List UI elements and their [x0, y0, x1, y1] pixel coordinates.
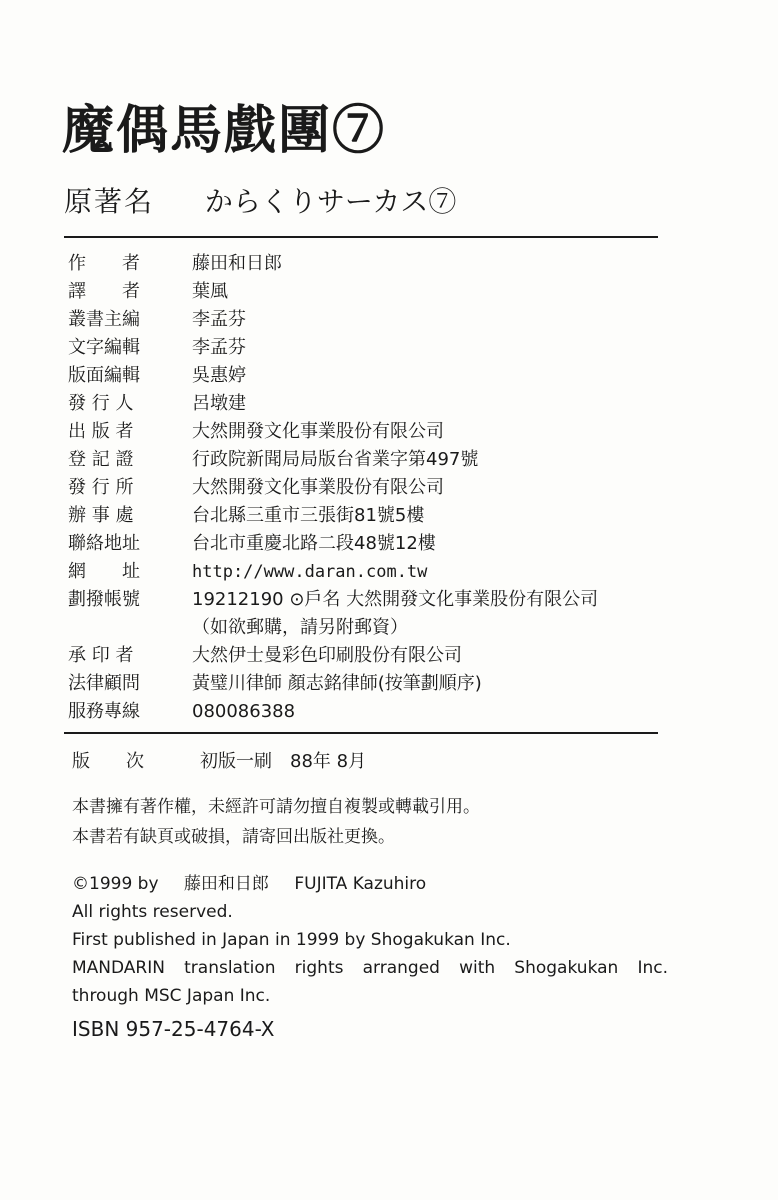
credit-row [68, 670, 708, 698]
credit-row [68, 698, 708, 726]
credit-key: 劃撥帳號 [68, 589, 140, 610]
credit-row [68, 558, 708, 586]
credit-row [68, 474, 708, 502]
credit-key: 發 行 所 [68, 477, 134, 498]
book-title: 魔偶馬戲團⑦ [62, 100, 387, 161]
credit-key: 版面編輯 [68, 365, 140, 386]
original-title [64, 182, 456, 222]
credit-key: 服務專線 [68, 701, 140, 722]
credit-key: 法律顧問 [68, 673, 140, 694]
rights-line: All rights reserved. [72, 902, 233, 922]
credit-key: 文字編輯 [68, 337, 140, 358]
credit-row [68, 642, 708, 670]
credit-key: 發 行 人 [68, 393, 134, 414]
copyright-year: ©1999 by [72, 874, 159, 894]
rights-line: First published in Japan in 1999 by Shogakukan Inc. [72, 930, 511, 950]
credit-row [68, 250, 708, 278]
credit-value: 大然伊士曼彩色印刷股份有限公司 [192, 645, 462, 666]
copyright-notice [72, 792, 480, 852]
credit-value: 葉風 [192, 281, 228, 302]
credit-value: 大然開發文化事業股份有限公司 [192, 477, 444, 498]
edition-value: 初版一刷 88年 8月 [200, 751, 367, 772]
credit-row [68, 390, 708, 418]
notice-line: 本書擁有著作權，未經許可請勿擅自複製或轉載引用。 [72, 797, 480, 817]
original-title-value: からくりサーカス⑦ [204, 185, 457, 218]
credit-key: 辦 事 處 [68, 505, 134, 526]
top-divider [64, 236, 658, 238]
credit-key: 譯 者 [68, 281, 140, 302]
credit-row [68, 306, 708, 334]
credit-row [68, 446, 708, 474]
website-url: http://www.daran.com.tw [192, 562, 428, 582]
credit-key: 聯絡地址 [68, 533, 140, 554]
rights-line: MANDARIN translation rights arranged with Shogakukan Inc. [72, 958, 668, 978]
credit-value: 080086388 [192, 701, 296, 722]
original-title-label: 原著名 [64, 185, 155, 218]
credit-value: 台北縣三重市三張街81號5樓 [192, 505, 425, 526]
credit-key: 承 印 者 [68, 645, 134, 666]
author-latin: FUJITA Kazuhiro [294, 874, 427, 894]
credits-list [68, 250, 708, 726]
credit-row [68, 334, 708, 362]
credit-value: 李孟芬 [192, 337, 246, 358]
edition-key: 版 次 [72, 751, 144, 772]
bottom-divider [64, 732, 658, 734]
credit-key: 登 記 證 [68, 449, 134, 470]
credit-key: 作 者 [68, 253, 140, 274]
credit-value: 黃璧川律師 顏志銘律師(按筆劃順序) [192, 673, 482, 694]
credit-value: 吳惠婷 [192, 365, 246, 386]
credit-row [68, 502, 708, 530]
isbn: ISBN 957-25-4764-X [72, 1017, 275, 1041]
credit-row [68, 418, 708, 446]
credit-value: 藤田和日郎 [192, 253, 282, 274]
credit-value: 行政院新聞局局版台省業字第497號 [192, 449, 479, 470]
rights-line: through MSC Japan Inc. [72, 986, 271, 1006]
credit-value: 台北市重慶北路二段48號12樓 [192, 533, 436, 554]
credit-value: 19212190 ⊙戶名 大然開發文化事業股份有限公司 [192, 589, 599, 610]
author-cjk: 藤田和日郎 [183, 874, 269, 894]
notice-line: 本書若有缺頁或破損，請寄回出版社更換。 [72, 827, 395, 847]
credit-row [68, 586, 708, 614]
credit-row [68, 278, 708, 306]
credit-row [68, 614, 708, 642]
credit-value: 大然開發文化事業股份有限公司 [192, 421, 444, 442]
credit-row [68, 530, 708, 558]
credit-key: 網 址 [68, 561, 140, 582]
copyright-block [72, 870, 672, 1046]
credit-value: （如欲郵購，請另附郵資） [192, 617, 408, 638]
edition-row [72, 748, 652, 776]
credit-key [68, 614, 192, 642]
credit-value: 呂墩建 [192, 393, 246, 414]
copyright-holder [72, 870, 672, 898]
credit-key: 叢書主編 [68, 309, 140, 330]
credit-value: 李孟芬 [192, 309, 246, 330]
credit-row [68, 362, 708, 390]
credit-key: 出 版 者 [68, 421, 134, 442]
